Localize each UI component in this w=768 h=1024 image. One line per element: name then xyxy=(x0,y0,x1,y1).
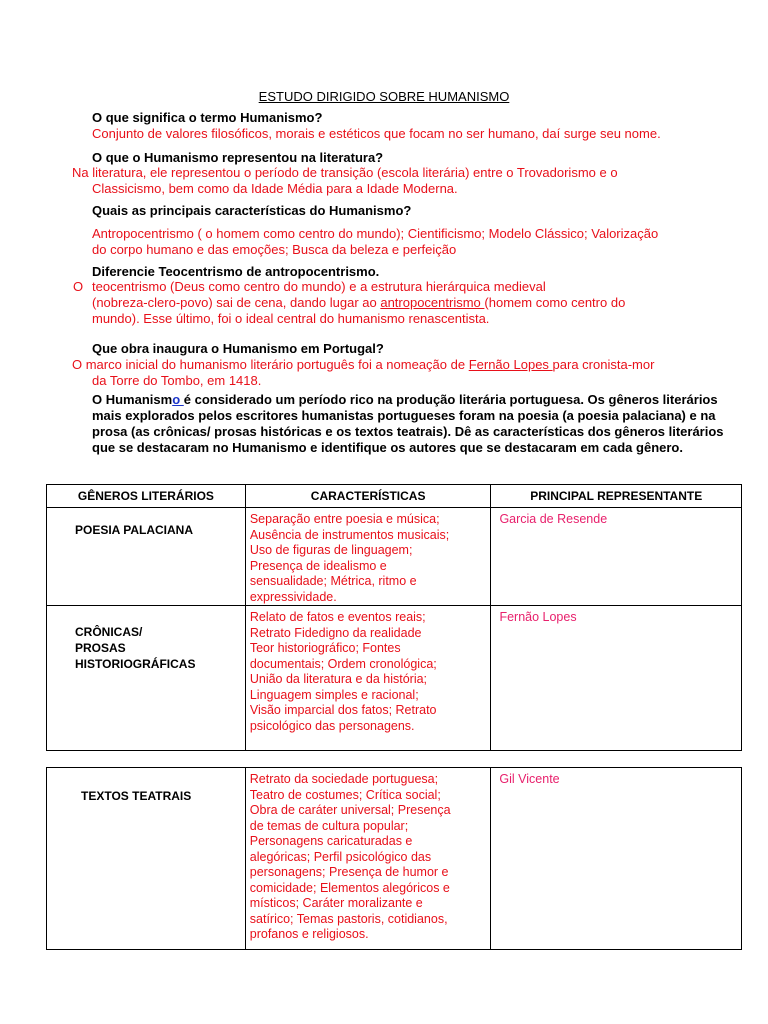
answer-1: Conjunto de valores filosóficos, morais e estéticos que focam no ser humano, daí surge seu nome. xyxy=(92,126,661,141)
answer-3-line-2: do corpo humano e das emoções; Busca da beleza e perfeição xyxy=(92,242,457,257)
answer-2-line-2: Classicismo, bem como da Idade Média para a Idade Moderna. xyxy=(92,181,458,196)
characteristic-line: Visão imparcial dos fatos; Retrato xyxy=(249,703,437,717)
question-4: Diferencie Teocentrismo de antropocentrismo. xyxy=(92,264,380,279)
representative-cell: Garcia de Resende xyxy=(491,508,742,606)
intro-paragraph xyxy=(92,392,732,456)
genre-label: POESIA PALACIANA xyxy=(75,523,194,537)
characteristic-line: União da literatura e da história; xyxy=(249,672,428,686)
answer-5-line-2: da Torre do Tombo, em 1418. xyxy=(92,373,262,388)
characteristic-line: Presença de idealismo e xyxy=(249,558,387,573)
characteristic-line: alegóricas; Perfil psicológico das xyxy=(249,849,432,864)
characteristic-line: profanos e religiosos. xyxy=(249,927,369,941)
answer-5-text-a: O marco inicial do humanismo literário português foi a nomeação de xyxy=(72,357,469,372)
characteristics-cell xyxy=(245,768,491,950)
answer-5-text-b: para cronista-mor xyxy=(552,357,655,372)
header-representative: PRINCIPAL REPRESENTANTE xyxy=(491,485,742,508)
characteristic-line: místicos; Caráter moralizante e xyxy=(249,896,423,910)
table-header-row xyxy=(47,485,742,508)
characteristic-line: Ausência de instrumentos musicais; xyxy=(249,527,450,542)
genre-cell xyxy=(47,768,246,950)
characteristics-cell xyxy=(245,508,491,606)
characteristic-line: satírico; Temas pastoris, cotidianos, xyxy=(249,911,448,926)
characteristic-line: Personagens caricaturadas e xyxy=(249,834,413,848)
characteristic-line: Retrato Fidedigno da realidade xyxy=(249,625,422,640)
characteristic-line: psicológico das personagens. xyxy=(249,718,415,733)
genres-table-continued xyxy=(46,767,742,950)
answer-2-line-1: Na literatura, ele representou o período de transição (escola literária) entre o Trovadorismo e o xyxy=(72,165,618,180)
answer-4-text-b: (homem como centro do xyxy=(484,295,626,310)
question-3: Quais as principais características do Humanismo? xyxy=(92,203,412,218)
genre-label: HISTORIOGRÁFICAS xyxy=(75,657,196,671)
characteristic-line: personagens; Presença de humor e xyxy=(249,865,449,879)
genre-cell xyxy=(47,606,246,751)
answer-4-line-1: teocentrismo (Deus como centro do mundo) e a estrutura hierárquica medieval xyxy=(92,279,546,294)
document-title: ESTUDO DIRIGIDO SOBRE HUMANISMO xyxy=(258,89,510,104)
intro-text-a: O Humanism xyxy=(92,392,173,407)
characteristic-line: Uso de figuras de linguagem; xyxy=(249,543,413,557)
header-genres: GÊNEROS LITERÁRIOS xyxy=(47,485,246,508)
intro-text-b: é considerado um período rico na produção literária portuguesa. Os gêneros literários mais explorados pelos escritores humanistas portugueses foram na poesia (a poesia palaciana) e na prosa (as crônicas/ prosas históricas e os textos teatrais). Dê as características dos gêneros literários que se destacaram no Humanismo e identifique os autores que se destacaram em cada gênero. xyxy=(92,392,724,455)
table-row xyxy=(47,508,742,606)
fernao-lopes-term: Fernão Lopes xyxy=(468,357,553,372)
characteristic-line: comicidade; Elementos alegóricos e xyxy=(249,880,450,895)
table-row xyxy=(47,606,742,751)
intro-highlight: o xyxy=(172,392,184,407)
answer-4-text-a: (nobreza-clero-povo) sai de cena, dando lugar ao xyxy=(92,295,381,310)
question-1: O que significa o termo Humanismo? xyxy=(92,110,323,125)
genre-label: CRÔNICAS/ xyxy=(75,625,143,639)
characteristic-line: de temas de cultura popular; xyxy=(249,818,409,833)
characteristic-line: Linguagem simples e racional; xyxy=(249,687,419,702)
characteristic-line: documentais; Ordem cronológica; xyxy=(249,656,437,671)
characteristic-line: sensualidade; Métrica, ritmo e xyxy=(249,574,417,588)
header-characteristics: CARACTERÍSTICAS xyxy=(245,485,491,508)
genre-cell xyxy=(47,508,246,606)
characteristic-line: Retrato da sociedade portuguesa; xyxy=(249,772,439,786)
characteristics-cell xyxy=(245,606,491,751)
question-2: O que o Humanismo representou na literatura? xyxy=(92,150,384,165)
representative-cell: Fernão Lopes xyxy=(491,606,742,751)
genres-table xyxy=(46,484,742,751)
characteristic-line: expressividade. xyxy=(249,589,337,604)
genre-label: PROSAS xyxy=(75,641,126,655)
antropocentrismo-term: antropocentrismo xyxy=(380,295,485,310)
representative-cell: Gil Vicente xyxy=(491,768,742,950)
characteristic-line: Separação entre poesia e música; xyxy=(249,512,440,526)
characteristic-line: Relato de fatos e eventos reais; xyxy=(249,610,426,624)
answer-4-line-2 xyxy=(92,295,625,311)
characteristic-line: Obra de caráter universal; Presença xyxy=(249,803,451,817)
characteristic-line: Teor historiográfico; Fontes xyxy=(249,641,401,655)
answer-4-line-3: mundo). Esse último, foi o ideal central do humanismo renascentista. xyxy=(92,311,490,326)
answer-3-line-1: Antropocentrismo ( o homem como centro do mundo); Cientificismo; Modelo Clássico; Valorização xyxy=(92,226,659,241)
table-row xyxy=(47,768,742,950)
characteristic-line: Teatro de costumes; Crítica social; xyxy=(249,787,441,802)
answer-4-prefix: O xyxy=(73,279,84,294)
question-5: Que obra inaugura o Humanismo em Portugal? xyxy=(92,341,384,356)
genre-label: TEXTOS TEATRAIS xyxy=(81,789,192,803)
answer-5-line-1 xyxy=(72,357,654,373)
